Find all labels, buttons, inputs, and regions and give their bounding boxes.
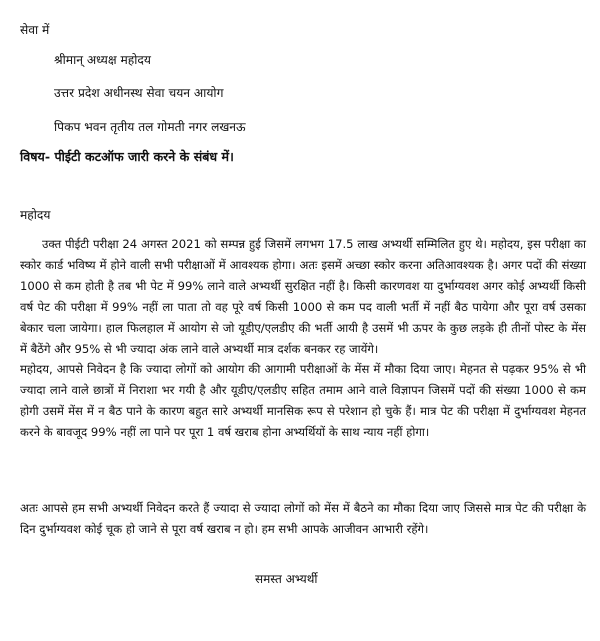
body-paragraph-3: अतः आपसे हम सभी अभ्यर्थी निवेदन करते हैं ज्यादा से ज्यादा लोगों को मेंस में बैठने का मौका दिया जाए जिससे मात्र पेट की परीक्षा के दिन दुर्भाग्यवश कोई चूक हो जाने से पूरा वर्ष खराब न हो। हम सभी आपके आजीवन आभारी रहेंगे। (20, 501, 586, 536)
organization: उत्तर प्रदेश अधीनस्थ सेवा चयन आयोग (54, 86, 224, 100)
salutation-to: सेवा में (20, 23, 50, 37)
body-paragraph-2: महोदय, आपसे निवेदन है कि ज्यादा लोगों को आयोग की आगामी परीक्षाओं के मेंस में मौका दिया जाए। मेहनत से पढ़कर 95% से भी ज्यादा लाने वाले छात्रों में निराशा भर गयी है और यूडीए/एलडीए सहित तमाम आने वाले विज्ञापन जिसमें पदों की संख्या 1000 से कम होगी उसमें मेंस में न बैठ पाने के कारण बहुत सारे अभ्यर्थी मानसिक रूप से परेशान हो चुके हैं। मात्र पेट की परीक्षा में दुर्भाग्यवश मेहनत करने के बावजूद 99% नहीं ला पाने पर पूरा 1 वर्ष खराब होना अभ्यर्थियों के साथ न्याय नहीं होगा। (20, 362, 586, 439)
subject-line: विषय- पीईटी कटऑफ जारी करने के संबंध में। (20, 149, 234, 164)
body-paragraph-1: उक्त पीईटी परीक्षा 24 अगस्त 2021 को सम्पन्न हुई जिसमें लगभग 17.5 लाख अभ्यर्थी सम्मिलित हुए थे। महोदय, इस परीक्षा का स्कोर कार्ड भविष्य में होने वाली सभी परीक्षाओं में आवश्यक होगा। अतः इसमें अच्छा स्कोर करना अतिआवश्यक है। अगर पदों की संख्या 1000 से कम होती है तब भी पेट में 99% लाने वाले अभ्यर्थी सुरक्षित नहीं है। किसी कारणवश या दुर्भाग्यवश अगर कोई अभ्यर्थी किसी वर्ष पेट की परीक्षा में 99% नहीं ला पाता तो वह पूरे वर्ष किसी 1000 से कम पद वाली भर्ती में नहीं बैठ पायेगा और पूरा वर्ष उसका बेकार चला जायेगा। हाल फिलहाल में आयोग से जो यूडीए/एलडीए की भर्ती आयी है उसमें भी ऊपर के कुछ लड़के ही तीनों पोस्ट के मेंस में बैठेंगे और 95% से भी ज्यादा अंक लाने वाले अभ्यर्थी मात्र दर्शक बनकर रह जायेंगे। (20, 237, 586, 356)
addressee: श्रीमान् अध्यक्ष महोदय (54, 53, 151, 67)
greeting: महोदय (20, 208, 51, 222)
address: पिकप भवन तृतीय तल गोमती नगर लखनऊ (54, 120, 246, 134)
signature: समस्त अभ्यर्थी (255, 572, 318, 586)
